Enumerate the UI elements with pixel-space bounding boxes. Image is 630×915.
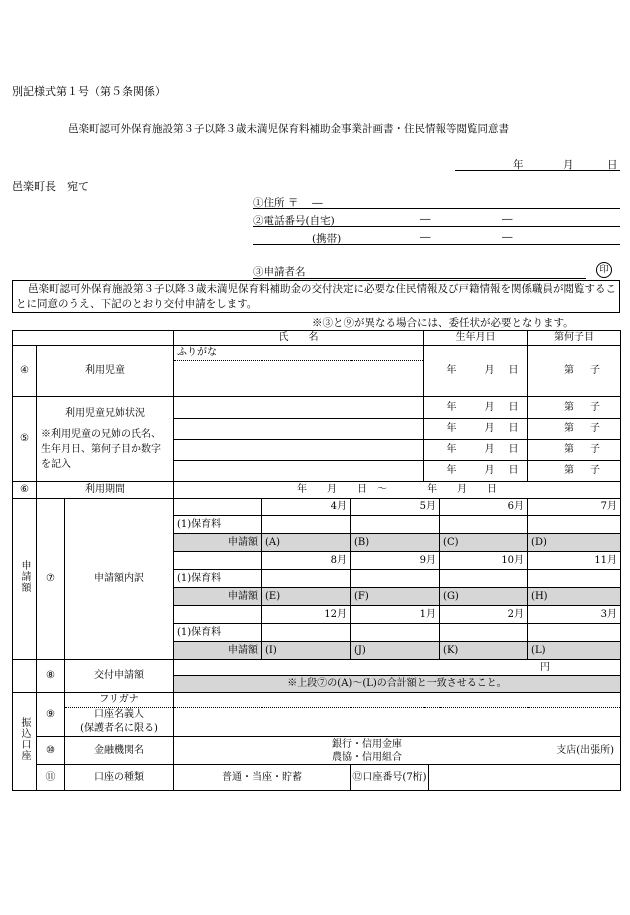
applicant-name-label[interactable]: ③申請者名 [253,266,306,278]
apply-side-label: 申請額 [13,499,37,660]
amount-1-0[interactable]: (E) [262,588,351,606]
month-2-1: 1月 [351,606,440,624]
num-7: ⑦ [37,499,65,660]
sibling-order-1[interactable]: 第 子 [528,397,621,419]
form-id: 別記様式第１号（第５条関係） [12,85,166,98]
holder-note: (保護者名に限る) [80,723,158,734]
sibling-order-2[interactable]: 第 子 [528,419,621,440]
consent-statement: 邑楽町認可外保育施設第３子以降３歳未満児保育料補助金の交付決定に必要な住民情報及び戸籍情報を関係職員が閲覧することに同意のうえ、下記のとおり交付申請をします。 [12,280,620,313]
header-name: 氏 名 [174,331,424,346]
date-day: 日 [607,159,618,171]
fee-1-2[interactable] [440,570,528,588]
holder-label-cell [65,708,174,737]
date-month: 月 [563,159,574,171]
grant-side-blank [13,660,37,693]
num-5: ⑤ [13,397,37,482]
fee-2-2[interactable] [440,624,528,642]
sibling-section [37,397,174,482]
account-number-cell[interactable] [351,765,621,791]
account-number-input [429,765,620,790]
sibling-note: ※利用児童の兄姉の氏名、生年月日、第何子目か数字を記入 [41,429,161,470]
date-year: 年 [513,159,524,171]
sibling-name-4[interactable] [174,461,424,482]
month-blank [174,606,262,624]
phone-label[interactable]: ②電話番号(自宅) [253,215,335,227]
name-underline [253,278,586,279]
sibling-name-1[interactable] [174,397,424,419]
num-8: ⑧ [37,660,65,693]
application-table [12,330,621,791]
fee-2-0[interactable] [262,624,351,642]
month-1-3: 11月 [528,552,621,570]
month-1-2: 10月 [440,552,528,570]
amount-2-0[interactable]: (I) [262,642,351,660]
sibling-birth-3[interactable]: 年 月 日 [424,440,528,461]
amount-2-2[interactable]: (K) [440,642,528,660]
fee-1-3[interactable] [528,570,621,588]
fee-0-3[interactable] [528,516,621,534]
child-furigana[interactable]: ふりがな [174,346,424,361]
header-birth: 生年月日 [424,331,528,346]
child-label: 利用児童 [37,346,174,397]
address-label[interactable]: ①住所 〒 ― [253,197,323,209]
month-blank [174,499,262,516]
num-11: ⑪ [37,765,65,791]
fee-2-3[interactable] [528,624,621,642]
phone-dash-2: ― [502,213,513,225]
account-type-options[interactable]: 普通・当座・貯蓄 [174,765,351,791]
month-0-2: 6月 [440,499,528,516]
sibling-label: 利用児童兄姉状況 [65,408,145,419]
date-underline [455,170,620,171]
period-label: 利用期間 [37,482,174,499]
mobile-label[interactable]: (携帯) [312,233,342,245]
holder-label: 口座名義人 [94,709,144,720]
mobile-dash-2: ― [502,231,513,243]
phone-underline [253,226,620,227]
fee-0-0[interactable] [262,516,351,534]
amount-label-0: 申請額 [174,534,262,552]
month-1-1: 9月 [351,552,440,570]
header-blank [13,331,174,346]
grant-amount[interactable]: 円 [174,660,621,676]
sibling-birth-1[interactable]: 年 月 日 [424,397,528,419]
fee-label-2: (1)保育料 [174,624,262,642]
amount-label-1: 申請額 [174,588,262,606]
amount-0-3[interactable]: (D) [528,534,621,552]
fee-1-1[interactable] [351,570,440,588]
month-blank [174,552,262,570]
sibling-birth-4[interactable]: 年 月 日 [424,461,528,482]
amount-label-2: 申請額 [174,642,262,660]
fee-1-0[interactable] [262,570,351,588]
mobile-underline [253,244,620,245]
header-order: 第何子目 [528,331,621,346]
num-4: ④ [13,346,37,397]
sibling-order-3[interactable]: 第 子 [528,440,621,461]
sibling-order-4[interactable]: 第 子 [528,461,621,482]
amount-0-1[interactable]: (B) [351,534,440,552]
mobile-dash-1: ― [420,231,431,243]
fee-label-1: (1)保育料 [174,570,262,588]
month-0-1: 5月 [351,499,440,516]
account-number-label: ⑫口座番号(7桁) [351,765,429,790]
child-name[interactable] [174,361,424,397]
month-2-0: 12月 [262,606,351,624]
document-title: 邑楽町認可外保育施設第３子以降３歳未満児保育料補助金事業計画書・住民情報等閲覧同意書 [68,123,509,135]
num-6: ⑥ [13,482,37,499]
fee-2-1[interactable] [351,624,440,642]
bank-type-1: 銀行・信用金庫 [332,738,403,750]
amount-1-2[interactable]: (G) [440,588,528,606]
sibling-name-2[interactable] [174,419,424,440]
period-value[interactable]: 年 月 日 〜 年 月 日 [174,482,621,499]
branch-label: 支店(出張所) [556,745,615,756]
amount-0-2[interactable]: (C) [440,534,528,552]
amount-2-1[interactable]: (J) [351,642,440,660]
fee-0-1[interactable] [351,516,440,534]
breakdown-label: 申請額内訳 [65,499,174,660]
sibling-name-3[interactable] [174,440,424,461]
month-2-2: 2月 [440,606,528,624]
month-2-3: 3月 [528,606,621,624]
fee-0-2[interactable] [440,516,528,534]
address-underline [253,208,620,209]
holder-name[interactable] [174,708,621,737]
num-10: ⑩ [37,737,65,765]
proxy-note: ※③と⑨が異なる場合には、委任状が必要となります。 [312,317,574,329]
month-1-0: 8月 [262,552,351,570]
month-0-3: 7月 [528,499,621,516]
bank-side-label: 振込口座 [13,693,37,791]
child-order[interactable]: 第 子 [528,346,621,397]
amount-1-1[interactable]: (F) [351,588,440,606]
month-0-0: 4月 [262,499,351,516]
grant-label: 交付申請額 [65,660,174,693]
seal-icon: 印 [596,262,612,278]
account-type-label: 口座の種類 [65,765,174,791]
bank-label: 金融機関名 [65,737,174,765]
phone-dash-1: ― [420,213,431,225]
amount-2-3[interactable]: (L) [528,642,621,660]
kana-label: フリガナ [65,693,174,708]
sibling-birth-2[interactable]: 年 月 日 [424,419,528,440]
bank-name-field[interactable] [174,737,621,765]
addressee: 邑楽町長 宛て [12,180,89,193]
bank-type-2: 農協・信用組合 [332,751,403,763]
amount-0-0[interactable]: (A) [262,534,351,552]
amount-1-3[interactable]: (H) [528,588,621,606]
holder-kana[interactable] [174,693,621,708]
fee-label-0: (1)保育料 [174,516,262,534]
child-birthdate[interactable]: 年 月 日 [424,346,528,397]
grant-note: ※上段⑦の(A)〜(L)の合計額と一致させること。 [174,676,621,693]
num-9: ⑨ [37,693,65,737]
